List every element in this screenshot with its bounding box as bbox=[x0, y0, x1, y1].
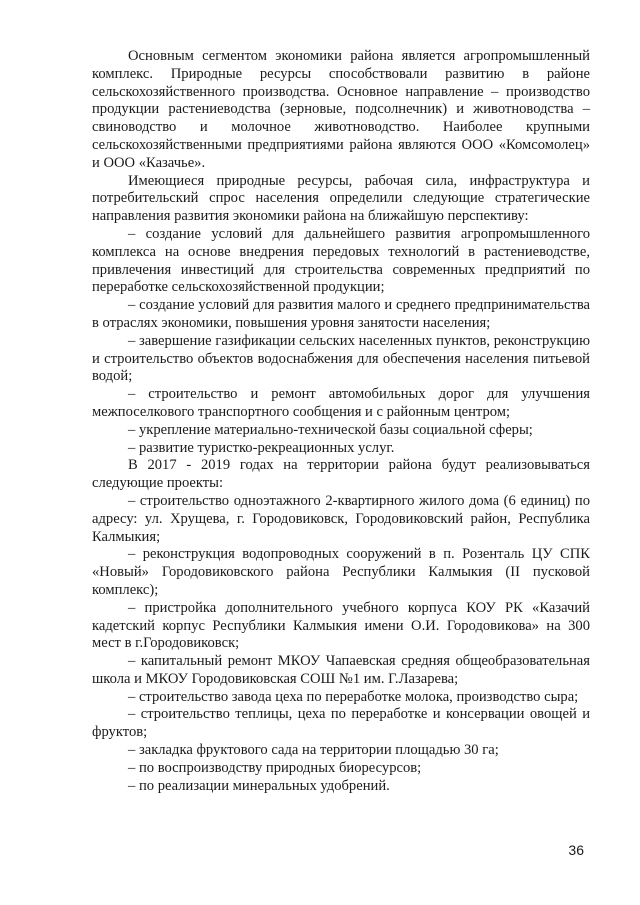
list-item-agro-development: – создание условий для дальнейшего развития агропромышленного комплекса на основе внедрения передовых технологий в растениеводстве, привлечения инвестиций для строительства современных предприятий по переработке сельскохозяйственной продукции; bbox=[92, 225, 590, 296]
list-item-tourism: – развитие туристко-рекреационных услуг. bbox=[128, 439, 395, 456]
list-item-small-business: – создание условий для развития малого и среднего предпринимательства в отраслях экономики, повышения уровня занятости населения; bbox=[92, 297, 590, 331]
list-item-housing: – строительство одноэтажного 2-квартирного жилого дома (6 единиц) по адресу: ул. Хрущева, г. Городовиковск, Городовиковский район, Республика Калмыкия; bbox=[92, 492, 590, 545]
list-item-milk-plant: – строительство завода цеха по переработке молока, производство сыра; bbox=[128, 688, 579, 705]
paragraph-strategic-directions: Имеющиеся природные ресурсы, рабочая сила, инфраструктура и потребительский спрос населения определили следующие стратегические направления развития экономики района на ближайшую перспективу: bbox=[92, 172, 590, 225]
list-item-orchard: – закладка фруктового сада на территории площадью 30 га; bbox=[128, 742, 499, 759]
list-item-bioresources: – по воспроизводству природных биоресурсов; bbox=[128, 759, 422, 776]
list-item-greenhouse: – строительство теплицы, цеха по переработке и консервации овощей и фруктов; bbox=[92, 706, 590, 741]
list-item-water-reconstruction: – реконструкция водопроводных сооружений в п. Розенталь ЦУ СПК «Новый» Городовиковского района Республики Калмыкия (II пусковой комплекс); bbox=[92, 546, 590, 598]
document-body bbox=[92, 48, 590, 795]
paragraph-projects-intro: В 2017 - 2019 годах на территории района будут реализовываться следующие проекты: bbox=[92, 457, 590, 492]
list-item-fertilizers: – по реализации минеральных удобрений. bbox=[128, 777, 390, 794]
list-item-gasification: – завершение газификации сельских населенных пунктов, реконструкцию и строительство объектов водоснабжения для обеспечения населения питьевой водой; bbox=[92, 332, 590, 385]
list-item-cadet-corps: – пристройка дополнительного учебного корпуса КОУ РК «Казачий кадетский корпус Республики Калмыкия имени О.И. Городовикова» на 300 мест в г.Городовиковск; bbox=[92, 599, 590, 652]
list-item-social-base: – укрепление материально-технической базы социальной сферы; bbox=[128, 421, 533, 438]
list-item-roads: – строительство и ремонт автомобильных дорог для улучшения межпоселкового транспортного сообщения и с районным центром; bbox=[92, 386, 590, 420]
paragraph-agro-segment: Основным сегментом экономики района является агропромышленный комплекс. Природные ресурсы способствовали развитию в районе сельскохозяйственного производства. Основное направление – производство продукции растениеводства (зерновые, подсолнечник) и животноводства – свиноводство и молочное животноводство. Наиболее крупными сельскохозяйственными предприятиями района являются ООО «Комсомолец» и ООО «Казачье». bbox=[92, 48, 590, 171]
page-number: 36 bbox=[568, 842, 584, 858]
list-item-school-repair: – капитальный ремонт МКОУ Чапаевская средняя общеобразовательная школа и МКОУ Городовиковская СОШ №1 им. Г.Лазарева; bbox=[92, 653, 590, 687]
